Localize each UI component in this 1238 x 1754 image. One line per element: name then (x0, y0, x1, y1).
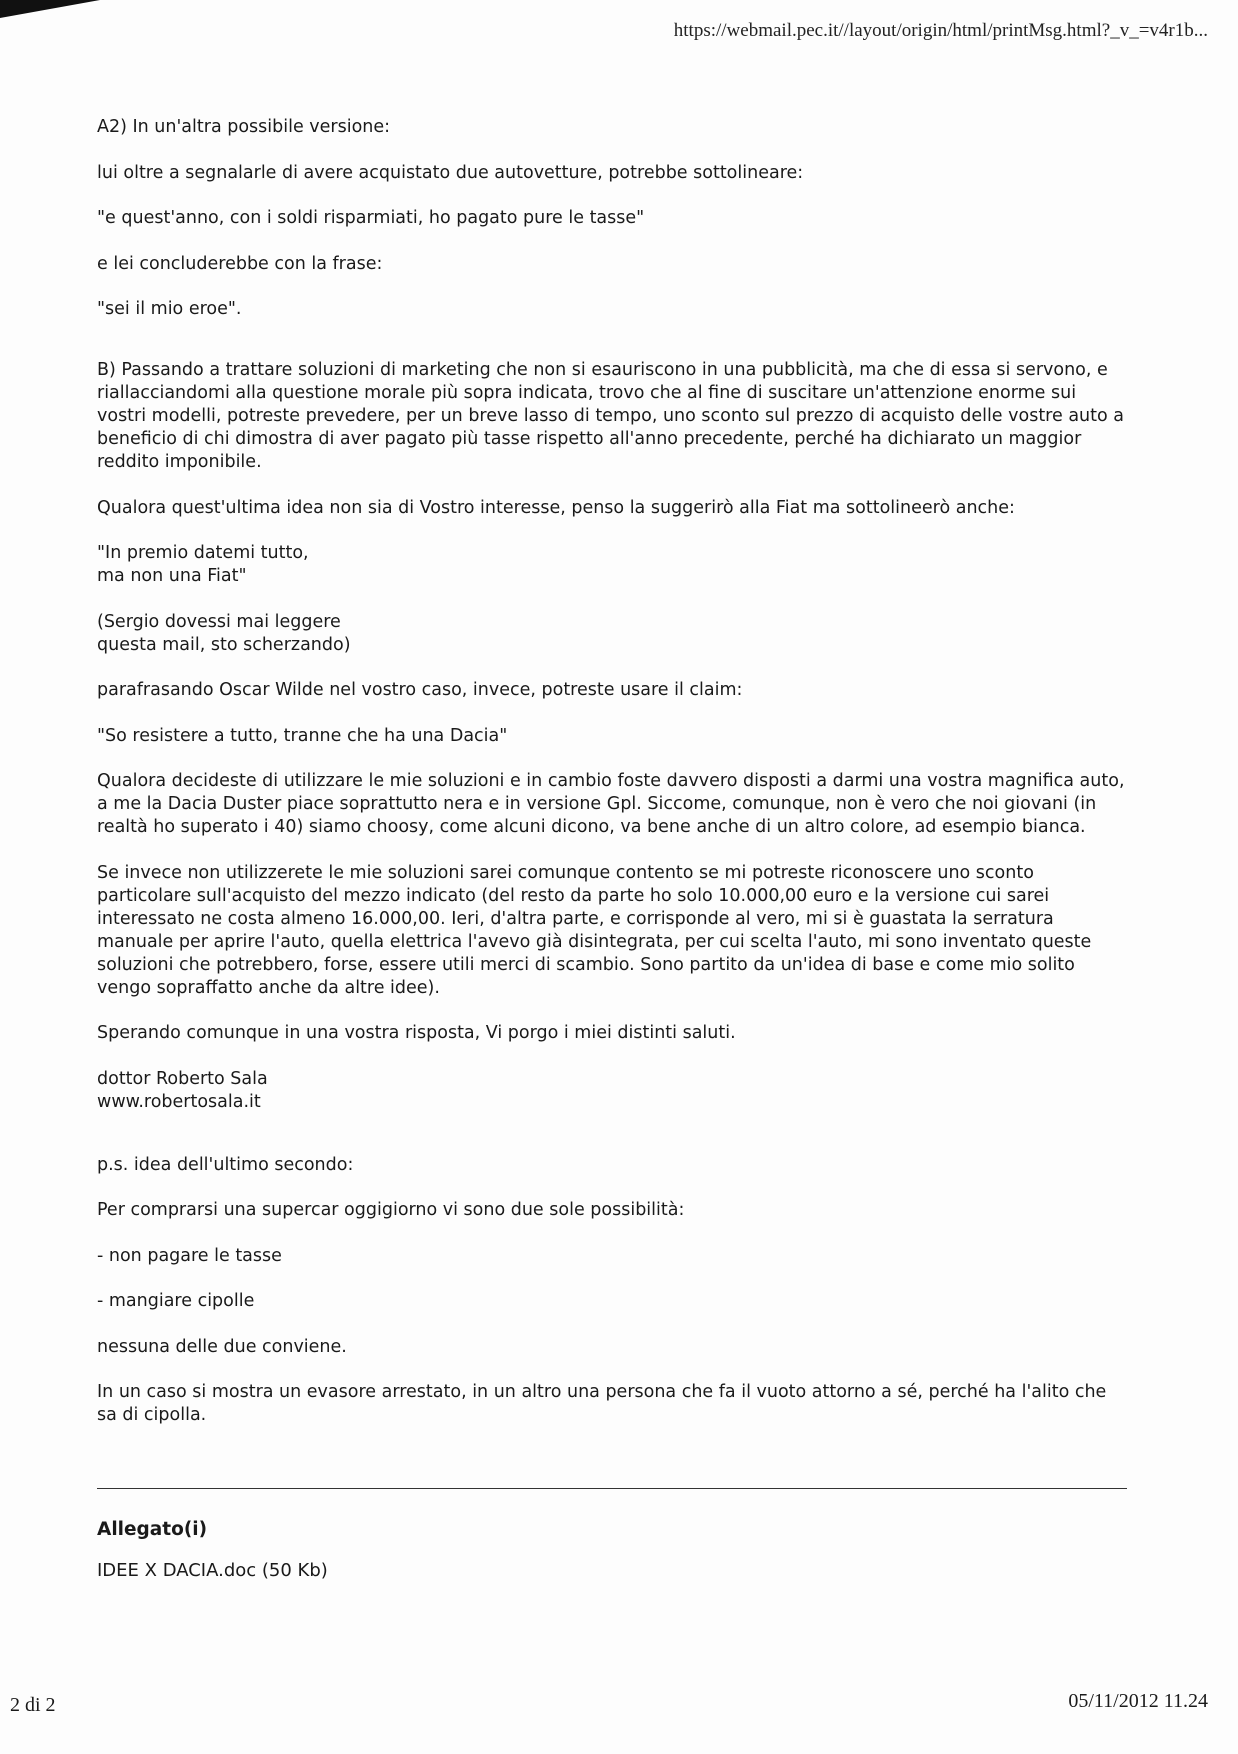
body-paragraph: Qualora quest'ultima idea non sia di Vostro interesse, penso la suggerirò alla Fiat ma sottolineerò anche: (97, 497, 1015, 518)
body-paragraph: "So resistere a tutto, tranne che ha una Dacia" (97, 725, 508, 746)
body-paragraph: Qualora decideste di utilizzare le mie soluzioni e in cambio foste davvero disposti a darmi una vostra magnifica auto, a me la Dacia Duster piace soprattutto nera e in versione Gpl. Siccome, comunque, non è vero che noi giovani (in realtà ho superato i 40) siamo choosy, come alcuni dicono, va bene anche di un altro colore, ad esempio bianca. (97, 771, 1125, 837)
body-paragraph: lui oltre a segnalarle di avere acquistato due autovetture, potrebbe sottolineare: (97, 162, 804, 183)
body-paragraph: (Sergio dovessi mai leggere questa mail, sto scherzando) (97, 611, 351, 655)
body-paragraph: p.s. idea dell'ultimo secondo: (97, 1154, 354, 1175)
body-paragraph: "e quest'anno, con i soldi risparmiati, ho pagato pure le tasse" (97, 208, 645, 228)
print-header-url: https://webmail.pec.it//layout/origin/html/printMsg.html?_v_=v4r1b... (673, 20, 1208, 41)
attachments-heading: Allegato(i) (97, 1519, 208, 1540)
message-body (97, 116, 1127, 1450)
body-paragraph: A2) In un'altra possibile versione: (97, 117, 391, 137)
signature: dottor Roberto Sala www.robertosala.it (97, 1068, 268, 1112)
body-paragraph: e lei concluderebbe con la frase: (97, 253, 383, 274)
body-paragraph: B) Passando a trattare soluzioni di marketing che non si esauriscono in una pubblicità, ma che di essa si servono, e riallacciandomi alla questione morale più sopra indicata, trovo che al fine di suscitare un'attenzione enorme sui vostri modelli, potreste prevedere, per un breve lasso di tempo, uno sconto sul prezzo di acquisto delle vostre auto a beneficio di chi dimostra di aver pagato più tasse rispetto all'anno precedente, perché ha dichiarato un maggior reddito imponibile. (97, 360, 1124, 472)
body-paragraph: "In premio datemi tutto, ma non una Fiat" (97, 543, 309, 586)
scan-corner-mark (0, 0, 100, 18)
attachment-link[interactable]: IDEE X DACIA.doc (50 Kb) (97, 1560, 328, 1581)
body-paragraph: In un caso si mostra un evasore arrestato, in un altro una persona che fa il vuoto attorno a sé, perché ha l'alito che sa di cipolla. (97, 1382, 1107, 1425)
body-paragraph: parafrasando Oscar Wilde nel vostro caso, invece, potreste usare il claim: (97, 680, 743, 700)
body-paragraph: Sperando comunque in una vostra risposta, Vi porgo i miei distinti saluti. (97, 1023, 736, 1043)
list-item: - non pagare le tasse (97, 1245, 282, 1266)
body-paragraph: Se invece non utilizzerete le mie soluzioni sarei comunque contento se mi potreste riconoscere uno sconto particolare sull'acquisto del mezzo indicato (del resto da parte ho solo 10.000,00 euro e la versione cui sarei interessato ne costa almeno 16.000,00. Ieri, d'altra parte, e corrisponde al vero, mi si è guastata la serratura manuale per aprire l'auto, quella elettrica l'avevo già disintegrata, per cui scelta l'auto, mi sono inventato queste soluzioni che potrebbero, forse, essere utili merci di scambio. Sono partito da un'idea di base e come mio solito vengo sopraffatto anche da altre idee). (97, 862, 1092, 998)
page-number: 2 di 2 (10, 1694, 56, 1716)
print-datetime: 05/11/2012 11.24 (1068, 1690, 1208, 1712)
body-paragraph: Per comprarsi una supercar oggigiorno vi sono due sole possibilità: (97, 1200, 685, 1220)
body-paragraph: "sei il mio eroe". (97, 299, 242, 319)
list-item: - mangiare cipolle (97, 1291, 255, 1311)
body-paragraph: nessuna delle due conviene. (97, 1336, 347, 1357)
separator-line (97, 1488, 1127, 1489)
